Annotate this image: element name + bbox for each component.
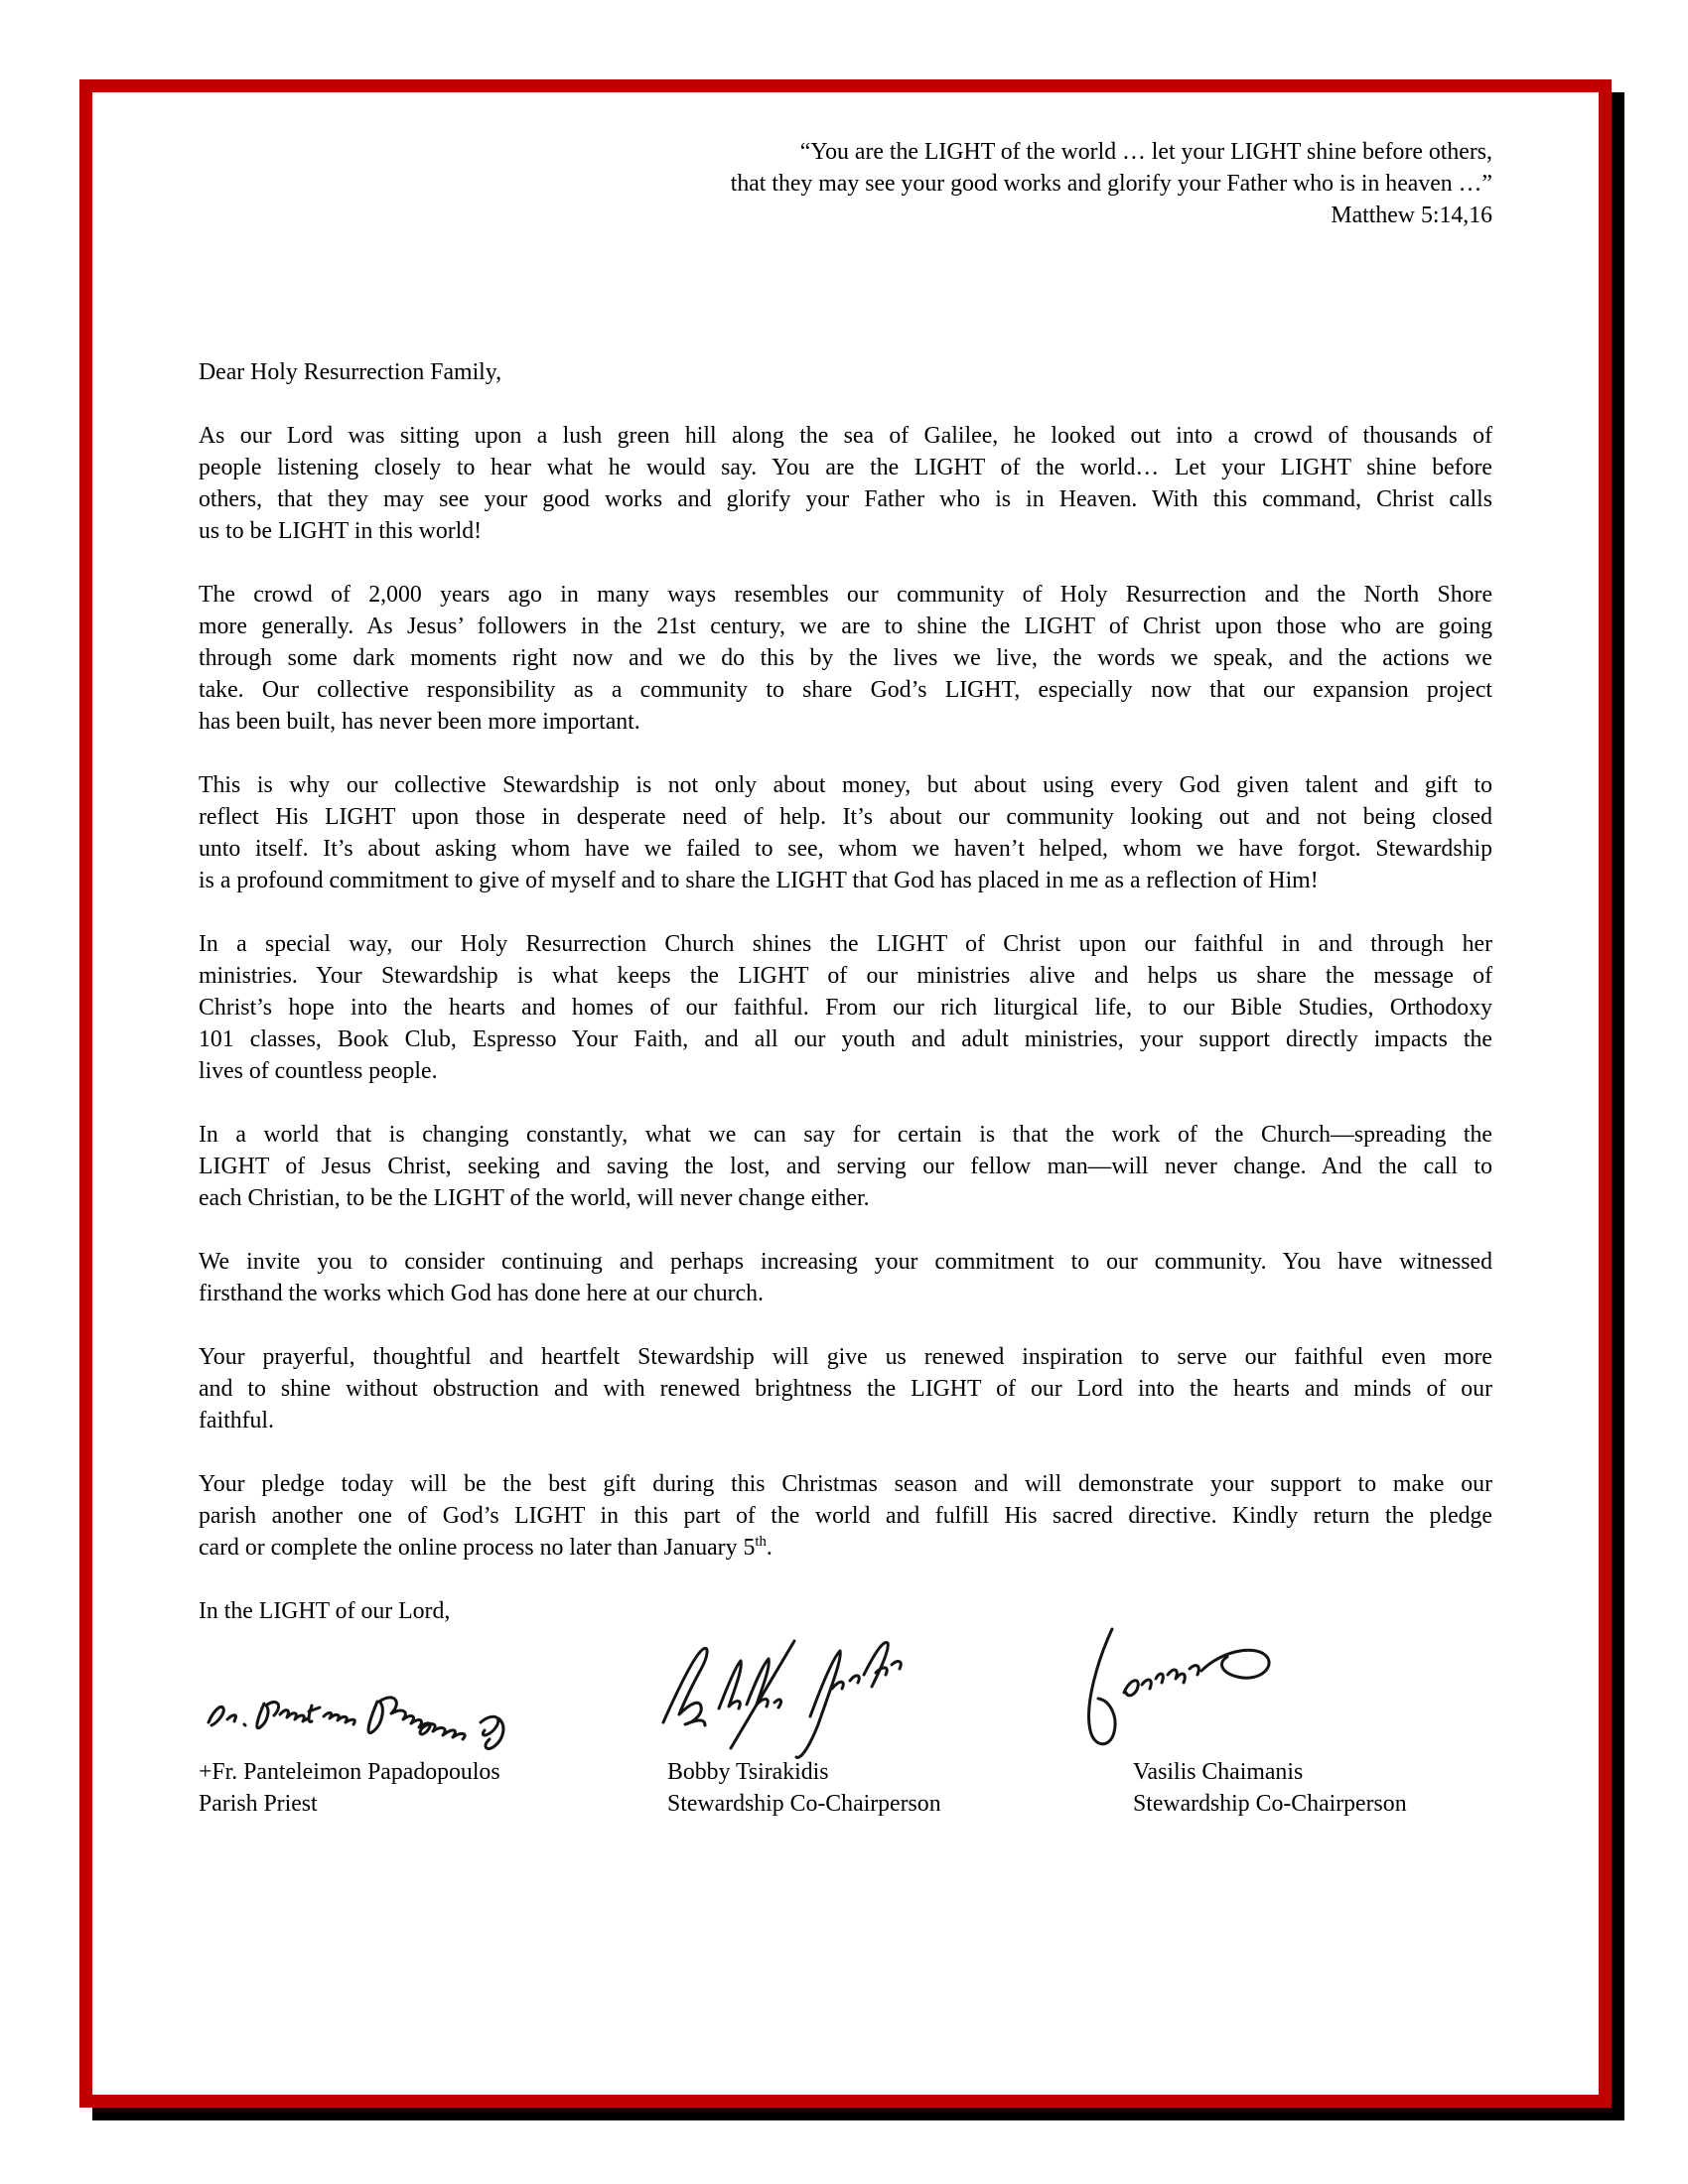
- paragraph-6: [199, 1246, 1492, 1309]
- scripture-quote-line: that they may see your good works and glorify your Father who is in heaven …”: [730, 171, 1492, 197]
- pledge-deadline-period: .: [766, 1535, 773, 1561]
- paragraph-5: [199, 1119, 1492, 1214]
- letter-line: This is why our collective Stewardship is not only about money, but about using every God given talent and gift to: [199, 772, 1492, 798]
- letter-line: Your pledge today will be the best gift during this Christmas season and will demonstrate your support to make our: [199, 1471, 1492, 1497]
- signatory-title: Stewardship Co-Chairperson: [1133, 1791, 1407, 1817]
- scripture-reference: Matthew 5:14,16: [1331, 203, 1492, 228]
- salutation: Dear Holy Resurrection Family,: [199, 359, 502, 385]
- fr-panteleimon-signature-icon: [199, 1677, 526, 1754]
- paragraph-3: [199, 769, 1492, 896]
- letter-line: take. Our collective responsibility as a community to share God’s LIGHT, especially now that our expansion project: [199, 677, 1492, 703]
- vasilis-chaimanis-signature-icon: [1033, 1613, 1289, 1760]
- ordinal-superscript: th: [755, 1534, 767, 1551]
- letter-line: unto itself. It’s about asking whom have we failed to see, whom we haven’t helped, whom we have forgot. Stewardship: [199, 836, 1492, 862]
- letter-line: has been built, has never been more important.: [199, 709, 640, 735]
- letter-line: parish another one of God’s LIGHT in this part of the world and fulfill His sacred directive. Kindly return the pledge: [199, 1503, 1492, 1529]
- paragraph-7: [199, 1341, 1492, 1436]
- letter-line: ministries. Your Stewardship is what keeps the LIGHT of our ministries alive and helps us share the message of: [199, 963, 1492, 989]
- signatory-block: [1133, 1756, 1407, 1820]
- bobby-tsirakidis-signature-icon: [635, 1627, 904, 1764]
- letter-line: Your prayerful, thoughtful and heartfelt Stewardship will give us renewed inspiration to serve our faithful even more: [199, 1344, 1492, 1370]
- letter-line: through some dark moments right now and we do this by the lives we live, the words we speak, and the actions we: [199, 645, 1492, 671]
- signatory-name: Vasilis Chaimanis: [1133, 1759, 1304, 1785]
- scripture-quote: [199, 136, 1492, 231]
- letter-line: people listening closely to hear what he would say. You are the LIGHT of the world… Let your LIGHT shine before: [199, 455, 1492, 480]
- letter-line: As our Lord was sitting upon a lush green hill along the sea of Galilee, he looked out into a crowd of thousands of: [199, 423, 1492, 449]
- letter-line: firsthand the works which God has done here at our church.: [199, 1281, 764, 1306]
- letter-line: In a special way, our Holy Resurrection Church shines the LIGHT of Christ upon our faithful in and through her: [199, 931, 1492, 957]
- signatory-block: [667, 1756, 941, 1820]
- letter-line: us to be LIGHT in this world!: [199, 518, 483, 544]
- signatory-title: Stewardship Co-Chairperson: [667, 1791, 941, 1817]
- letter-line: We invite you to consider continuing and perhaps increasing your commitment to our community. You have witnessed: [199, 1249, 1492, 1275]
- letter-line: [199, 1532, 1492, 1564]
- letter-line: LIGHT of Jesus Christ, seeking and saving the lost, and serving our fellow man—will never change. And the call to: [199, 1154, 1492, 1179]
- signatory-name: +Fr. Panteleimon Papadopoulos: [199, 1759, 500, 1785]
- signatory-name: Bobby Tsirakidis: [667, 1759, 829, 1785]
- signatories-names-row: [199, 1756, 1492, 1826]
- letter-line: 101 classes, Book Club, Espresso Your Faith, and all our youth and adult ministries, your support directly impacts the: [199, 1026, 1492, 1052]
- letter-line: is a profound commitment to give of myself and to share the LIGHT that God has placed in me as a reflection of Him!: [199, 868, 1319, 893]
- letter-line: In a world that is changing constantly, what we can say for certain is that the work of the Church—spreading the: [199, 1122, 1492, 1148]
- paragraph-2: [199, 579, 1492, 738]
- letter-line: reflect His LIGHT upon those in desperate need of help. It’s about our community looking out and not being closed: [199, 804, 1492, 830]
- signatures-row: [199, 1627, 1492, 1756]
- scripture-quote-line: “You are the LIGHT of the world … let your LIGHT shine before others,: [799, 139, 1492, 165]
- letter-line: The crowd of 2,000 years ago in many ways resembles our community of Holy Resurrection and the North Shore: [199, 582, 1492, 608]
- pledge-deadline-text: card or complete the online process no later than January 5: [199, 1535, 756, 1561]
- signatory-title: Parish Priest: [199, 1791, 318, 1817]
- letter-line: and to shine without obstruction and with renewed brightness the LIGHT of our Lord into the hearts and minds of our: [199, 1376, 1492, 1402]
- paragraph-1: [199, 420, 1492, 547]
- letter-line: Christ’s hope into the hearts and homes of our faithful. From our rich liturgical life, to our Bible Studies, Orthodoxy: [199, 995, 1492, 1021]
- red-border-frame: [79, 79, 1612, 2108]
- letter-line: others, that they may see your good works and glorify your Father who is in Heaven. With this command, Christ calls: [199, 486, 1492, 512]
- letter-line: each Christian, to be the LIGHT of the world, will never change either.: [199, 1185, 870, 1211]
- paragraph-8: [199, 1468, 1492, 1564]
- letter-line: faithful.: [199, 1408, 274, 1433]
- closing-salutation: In the LIGHT of our Lord,: [199, 1598, 451, 1624]
- letter-line: more generally. As Jesus’ followers in the 21st century, we are to shine the LIGHT of Christ upon those who are going: [199, 614, 1492, 639]
- signatory-block: [199, 1756, 500, 1820]
- paragraph-4: [199, 928, 1492, 1087]
- letter-line: lives of countless people.: [199, 1058, 438, 1084]
